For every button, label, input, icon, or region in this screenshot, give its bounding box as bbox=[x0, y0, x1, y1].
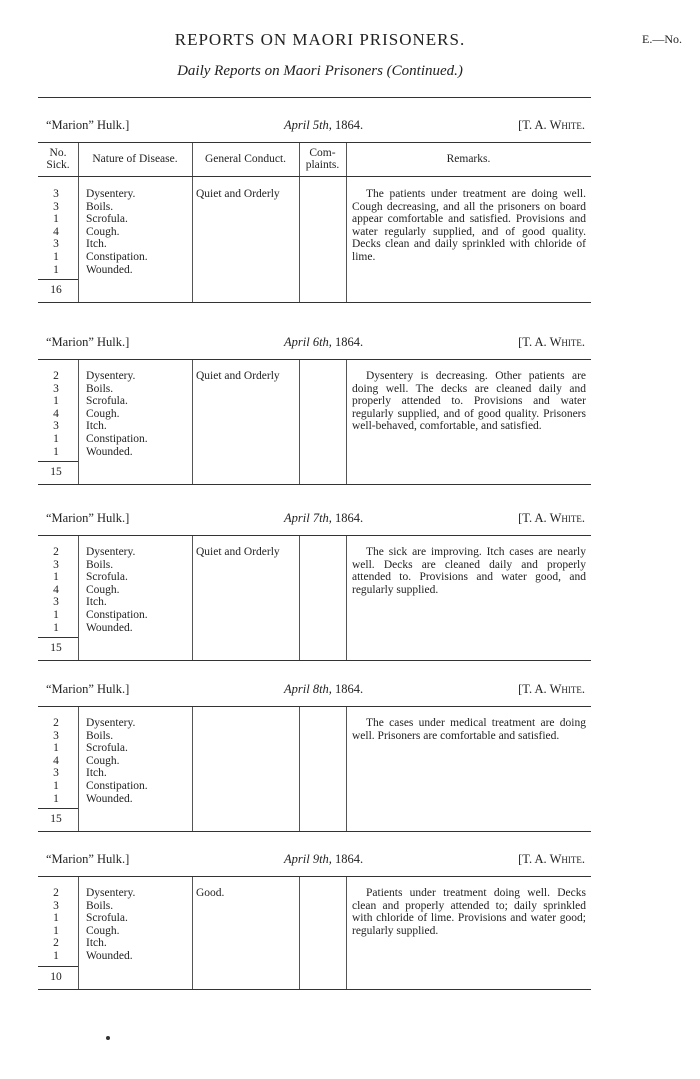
total-rule bbox=[38, 966, 78, 967]
remarks-text bbox=[352, 717, 586, 742]
disease-name: Wounded. bbox=[86, 445, 133, 458]
report-date bbox=[284, 118, 363, 133]
sick-count: 2 bbox=[53, 937, 59, 950]
disease-name: Dysentery. bbox=[86, 717, 136, 729]
total-sick: 16 bbox=[50, 284, 62, 297]
sick-count: 1 bbox=[53, 250, 59, 263]
report-entry bbox=[38, 682, 591, 832]
general-conduct: Quiet and Orderly bbox=[196, 370, 280, 382]
disease-name: Itch. bbox=[86, 937, 107, 950]
report-date bbox=[284, 335, 363, 350]
general-conduct: Quiet and Orderly bbox=[196, 546, 280, 558]
remarks-text bbox=[352, 887, 586, 937]
officer-signature: [T. A. White. bbox=[518, 335, 585, 349]
sick-count: 1 bbox=[53, 395, 59, 408]
report-entry bbox=[38, 335, 591, 485]
top-rule bbox=[38, 97, 591, 98]
disease-name: Dysentery. bbox=[86, 546, 136, 558]
officer-signature: [T. A. White. bbox=[518, 682, 585, 696]
sick-count: 4 bbox=[53, 754, 59, 767]
remarks-text bbox=[352, 546, 586, 596]
report-table bbox=[38, 535, 591, 661]
remarks-paragraph: The sick are improving. Itch cases are nearly well. Decks are cleaned daily and properly attended to. Provisions and water good, and regularly supplied. bbox=[352, 546, 586, 596]
disease-name: Scrofula. bbox=[86, 395, 128, 408]
sick-count: 1 bbox=[53, 924, 59, 937]
column-divider bbox=[192, 707, 193, 831]
page-title: REPORTS ON MAORI PRISONERS. bbox=[174, 30, 466, 49]
sick-count-column bbox=[38, 717, 74, 805]
sick-count: 3 bbox=[53, 558, 59, 571]
disease-column bbox=[86, 370, 148, 458]
report-date bbox=[284, 682, 363, 697]
total-sick: 15 bbox=[50, 642, 62, 655]
sick-count: 1 bbox=[53, 263, 59, 276]
remarks-text bbox=[352, 370, 586, 433]
disease-name: Wounded. bbox=[86, 263, 133, 276]
total-sick: 15 bbox=[50, 466, 62, 479]
disease-name: Constipation. bbox=[86, 608, 148, 621]
column-divider bbox=[192, 877, 193, 989]
general-conduct: Quiet and Orderly bbox=[196, 188, 280, 200]
disease-name: Dysentery. bbox=[86, 887, 136, 899]
disease-column bbox=[86, 188, 148, 276]
remarks-paragraph: Patients under treatment doing well. Decks clean and properly attended to; daily sprinkled with chloride of lime. Provisions and water good; regularly supplied. bbox=[352, 887, 586, 937]
sick-count: 1 bbox=[53, 445, 59, 458]
column-header-row bbox=[38, 143, 591, 177]
disease-name: Boils. bbox=[86, 899, 114, 912]
officer-signature: [T. A. White. bbox=[518, 118, 585, 132]
disease-name: Constipation. bbox=[86, 779, 148, 792]
disease-name: Constipation. bbox=[86, 250, 148, 263]
report-date-year: 1864. bbox=[335, 852, 364, 866]
disease-name: Cough. bbox=[86, 583, 120, 596]
report-date bbox=[284, 852, 363, 867]
column-divider bbox=[346, 360, 347, 484]
column-divider bbox=[346, 536, 347, 660]
column-divider bbox=[78, 536, 79, 660]
disease-name: Cough. bbox=[86, 754, 120, 767]
document-reference: E.—No. bbox=[642, 32, 682, 46]
column-divider bbox=[346, 877, 347, 989]
disease-name: Cough. bbox=[86, 924, 120, 937]
sick-count: 4 bbox=[53, 583, 59, 596]
page-header bbox=[0, 30, 700, 52]
remarks-text bbox=[352, 188, 586, 264]
sick-count: 1 bbox=[53, 571, 59, 584]
sick-count: 1 bbox=[53, 949, 59, 962]
report-date-day: April 9th, bbox=[284, 852, 332, 866]
report-table bbox=[38, 876, 591, 990]
sick-count-column bbox=[38, 887, 74, 963]
report-header bbox=[38, 335, 591, 353]
disease-name: Itch. bbox=[86, 420, 107, 433]
sick-count: 1 bbox=[53, 621, 59, 634]
remarks-paragraph: The cases under medical treatment are doing well. Prisoners are comfortable and satisfied. bbox=[352, 717, 586, 742]
column-divider bbox=[299, 360, 300, 484]
sick-count: 1 bbox=[53, 912, 59, 925]
officer-signature: [T. A. White. bbox=[518, 511, 585, 525]
sick-count: 4 bbox=[53, 407, 59, 420]
report-header bbox=[38, 852, 591, 870]
report-date-day: April 7th, bbox=[284, 511, 332, 525]
header-remarks: Remarks. bbox=[446, 153, 491, 165]
disease-column bbox=[86, 717, 148, 805]
sick-count: 2 bbox=[53, 546, 59, 558]
total-sick: 10 bbox=[50, 970, 62, 983]
column-divider bbox=[78, 707, 79, 831]
sick-count: 2 bbox=[53, 887, 59, 899]
sick-count: 2 bbox=[53, 717, 59, 729]
general-conduct: Good. bbox=[196, 887, 225, 899]
sick-count: 1 bbox=[53, 432, 59, 445]
sick-count: 3 bbox=[53, 382, 59, 395]
disease-name: Scrofula. bbox=[86, 912, 128, 925]
total-rule bbox=[38, 637, 78, 638]
disease-name: Itch. bbox=[86, 596, 107, 609]
page-subtitle: Daily Reports on Maori Prisoners (Continued.) bbox=[177, 63, 463, 79]
sick-count-column bbox=[38, 546, 74, 634]
disease-column bbox=[86, 546, 148, 634]
report-header bbox=[38, 682, 591, 700]
disease-name: Constipation. bbox=[86, 432, 148, 445]
vessel-name: “Marion” Hulk.] bbox=[46, 682, 130, 696]
disease-name: Scrofula. bbox=[86, 571, 128, 584]
remarks-paragraph: The patients under treatment are doing well. Cough decreasing, and all the prisoners on board appear comfortable and satisfied. Provisions and water regularly supplied, and of good quality. Decks clean and daily sprinkled with chloride of lime. bbox=[352, 188, 586, 263]
vessel-name: “Marion” Hulk.] bbox=[46, 511, 130, 525]
sick-count: 1 bbox=[53, 213, 59, 226]
total-rule bbox=[38, 461, 78, 462]
total-rule bbox=[38, 279, 78, 280]
disease-name: Itch. bbox=[86, 238, 107, 251]
total-sick: 15 bbox=[50, 813, 62, 826]
sick-count: 1 bbox=[53, 742, 59, 755]
column-divider bbox=[192, 360, 193, 484]
disease-name: Wounded. bbox=[86, 949, 133, 962]
report-entry bbox=[38, 118, 591, 303]
report-header bbox=[38, 118, 591, 136]
column-divider bbox=[299, 536, 300, 660]
disease-name: Scrofula. bbox=[86, 742, 128, 755]
disease-name: Boils. bbox=[86, 382, 114, 395]
sick-count: 2 bbox=[53, 370, 59, 382]
disease-name: Boils. bbox=[86, 729, 114, 742]
report-date bbox=[284, 511, 363, 526]
report-date-year: 1864. bbox=[335, 335, 364, 349]
disease-name: Dysentery. bbox=[86, 188, 136, 200]
sick-count-column bbox=[38, 188, 74, 276]
disease-name: Cough. bbox=[86, 407, 120, 420]
report-date-year: 1864. bbox=[335, 682, 364, 696]
header-no-sick: No. Sick. bbox=[46, 147, 70, 171]
column-divider bbox=[299, 877, 300, 989]
report-table bbox=[38, 142, 591, 303]
sick-count-column bbox=[38, 370, 74, 458]
vessel-name: “Marion” Hulk.] bbox=[46, 118, 130, 132]
disease-name: Itch. bbox=[86, 767, 107, 780]
report-table bbox=[38, 706, 591, 832]
header-nature-of-disease: Nature of Disease. bbox=[92, 153, 178, 165]
disease-name: Boils. bbox=[86, 558, 114, 571]
officer-signature: [T. A. White. bbox=[518, 852, 585, 866]
sick-count: 3 bbox=[53, 200, 59, 213]
sick-count: 3 bbox=[53, 767, 59, 780]
sick-count: 3 bbox=[53, 596, 59, 609]
disease-column bbox=[86, 887, 135, 963]
disease-name: Scrofula. bbox=[86, 213, 128, 226]
column-divider bbox=[192, 536, 193, 660]
disease-name: Wounded. bbox=[86, 621, 133, 634]
disease-name: Dysentery. bbox=[86, 370, 136, 382]
column-divider bbox=[299, 707, 300, 831]
report-header bbox=[38, 511, 591, 529]
disease-name: Wounded. bbox=[86, 792, 133, 805]
vessel-name: “Marion” Hulk.] bbox=[46, 852, 130, 866]
sick-count: 1 bbox=[53, 779, 59, 792]
disease-name: Boils. bbox=[86, 200, 114, 213]
sick-count: 3 bbox=[53, 420, 59, 433]
sick-count: 1 bbox=[53, 608, 59, 621]
sick-count: 3 bbox=[53, 188, 59, 200]
sick-count: 1 bbox=[53, 792, 59, 805]
column-divider bbox=[346, 707, 347, 831]
report-entry bbox=[38, 852, 591, 990]
report-date-day: April 5th, bbox=[284, 118, 332, 132]
printer-mark bbox=[106, 1036, 110, 1040]
sick-count: 3 bbox=[53, 729, 59, 742]
sick-count: 3 bbox=[53, 899, 59, 912]
report-entry bbox=[38, 511, 591, 661]
column-divider bbox=[78, 360, 79, 484]
report-date-day: April 8th, bbox=[284, 682, 332, 696]
sick-count: 4 bbox=[53, 225, 59, 238]
report-date-year: 1864. bbox=[335, 511, 364, 525]
total-rule bbox=[38, 808, 78, 809]
disease-name: Cough. bbox=[86, 225, 120, 238]
header-complaints: Com- plaints. bbox=[305, 147, 340, 171]
header-general-conduct: General Conduct. bbox=[204, 153, 287, 165]
remarks-paragraph: Dysentery is decreasing. Other patients are doing well. The decks are cleaned daily and properly attended to. Provisions and water regularly supplied, and of good quality. Prisoners well-behaved, comfortable, and satisfied. bbox=[352, 370, 586, 433]
report-date-year: 1864. bbox=[335, 118, 364, 132]
sick-count: 3 bbox=[53, 238, 59, 251]
column-divider bbox=[78, 877, 79, 989]
report-table bbox=[38, 359, 591, 485]
vessel-name: “Marion” Hulk.] bbox=[46, 335, 130, 349]
report-date-day: April 6th, bbox=[284, 335, 332, 349]
